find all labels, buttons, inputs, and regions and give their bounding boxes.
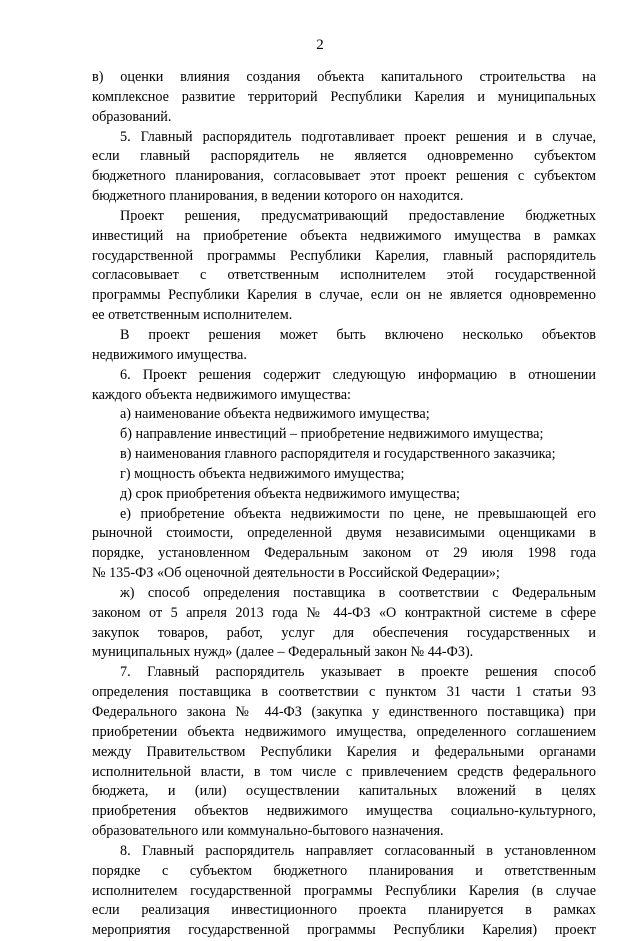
text-line: государственной программы Республики Карелия, главный распорядитель xyxy=(92,247,596,264)
text-line: В проект решения может быть включено несколько объектов xyxy=(120,326,596,343)
page-number: 2 xyxy=(316,37,324,53)
text-line: бюджетного планирования, согласовывает этот проект решения с субъектом xyxy=(92,168,596,185)
text-line: законом от 5 апреля 2013 года № 44-ФЗ «О контрактной системе в сфере xyxy=(92,604,596,621)
text-line: инвестиций на приобретение объекта недвижимого имущества в рамках xyxy=(92,227,596,244)
text-line: если реализация инвестиционного проекта планируется в рамках xyxy=(92,902,596,919)
text-line: образований. xyxy=(92,108,172,125)
text-line: образовательного или коммунально-бытового назначения. xyxy=(92,823,444,840)
text-line: недвижимого имущества. xyxy=(92,346,247,363)
text-line: бюджета, и (или) осуществлении капитальных вложений в целях xyxy=(92,783,596,800)
text-line: е) приобретение объекта недвижимости по цене, не превышающей его xyxy=(120,505,596,522)
text-line: если главный распорядитель не является одновременно субъектом xyxy=(92,148,596,165)
text-line: в) наименования главного распорядителя и государственного заказчика; xyxy=(120,446,556,463)
text-line: рыночной стоимости, определенной двумя независимыми оценщиками в xyxy=(92,525,596,542)
text-line: согласовывает с ответственным исполнителем этой государственной xyxy=(92,267,596,284)
text-line: д) срок приобретения объекта недвижимого имущества; xyxy=(120,485,460,502)
text-line: ж) способ определения поставщика в соответствии с Федеральным xyxy=(120,584,596,601)
text-line: программы Республики Карелия в случае, если он не является одновременно xyxy=(92,287,596,304)
document-body xyxy=(92,68,596,941)
text-line: бюджетного планирования, в ведении которого он находится. xyxy=(92,188,464,205)
text-line: исполнительной власти, в том числе с привлечением средств федерального xyxy=(92,763,596,780)
text-line: ее ответственным исполнителем. xyxy=(92,307,293,324)
text-line: определения поставщика в соответствии с пунктом 31 части 1 статьи 93 xyxy=(92,684,596,701)
text-line: 6. Проект решения содержит следующую информацию в отношении xyxy=(120,366,596,383)
text-line: 5. Главный распорядитель подготавливает проект решения и в случае, xyxy=(120,128,596,145)
text-line: г) мощность объекта недвижимого имущества; xyxy=(120,465,405,482)
text-line: 7. Главный распорядитель указывает в проекте решения способ xyxy=(120,664,596,681)
text-line: муниципальных нужд» (далее – Федеральный закон № 44-ФЗ). xyxy=(92,644,474,661)
text-line: Федерального закона № 44-ФЗ (закупка у единственного поставщика) при xyxy=(92,704,596,720)
text-line: каждого объекта недвижимого имущества: xyxy=(92,386,351,403)
text-line: приобретения объектов недвижимого имущества социально-культурного, xyxy=(92,803,596,820)
text-line: порядке с субъектом бюджетного планирования и ответственным xyxy=(92,862,596,879)
text-line: в) оценки влияния создания объекта капитального строительства на xyxy=(92,69,596,85)
text-line: между Правительством Республики Карелия и федеральными органами xyxy=(92,743,596,760)
text-line: порядке, установленном Федеральным законом от 29 июля 1998 года xyxy=(92,545,596,562)
text-line: закупок товаров, работ, услуг для обеспечения государственных и xyxy=(92,624,596,641)
text-line: а) наименование объекта недвижимого имущества; xyxy=(120,406,430,423)
text-line: б) направление инвестиций – приобретение недвижимого имущества; xyxy=(120,426,544,443)
text-line: комплексное развитие территорий Республики Карелия и муниципальных xyxy=(92,88,596,105)
text-line: мероприятия государственной программы Республики Карелия) проект xyxy=(92,922,596,939)
text-line: Проект решения, предусматривающий предоставление бюджетных xyxy=(120,207,596,224)
text-line: 8. Главный распорядитель направляет согласованный в установленном xyxy=(120,842,596,859)
text-line: приобретении объекта недвижимого имущества, определенного соглашением xyxy=(92,723,596,740)
text-line: № 135-ФЗ «Об оценочной деятельности в Российской Федерации»; xyxy=(92,565,500,582)
text-line: исполнителем государственной программы Республики Карелия (в случае xyxy=(92,882,596,899)
